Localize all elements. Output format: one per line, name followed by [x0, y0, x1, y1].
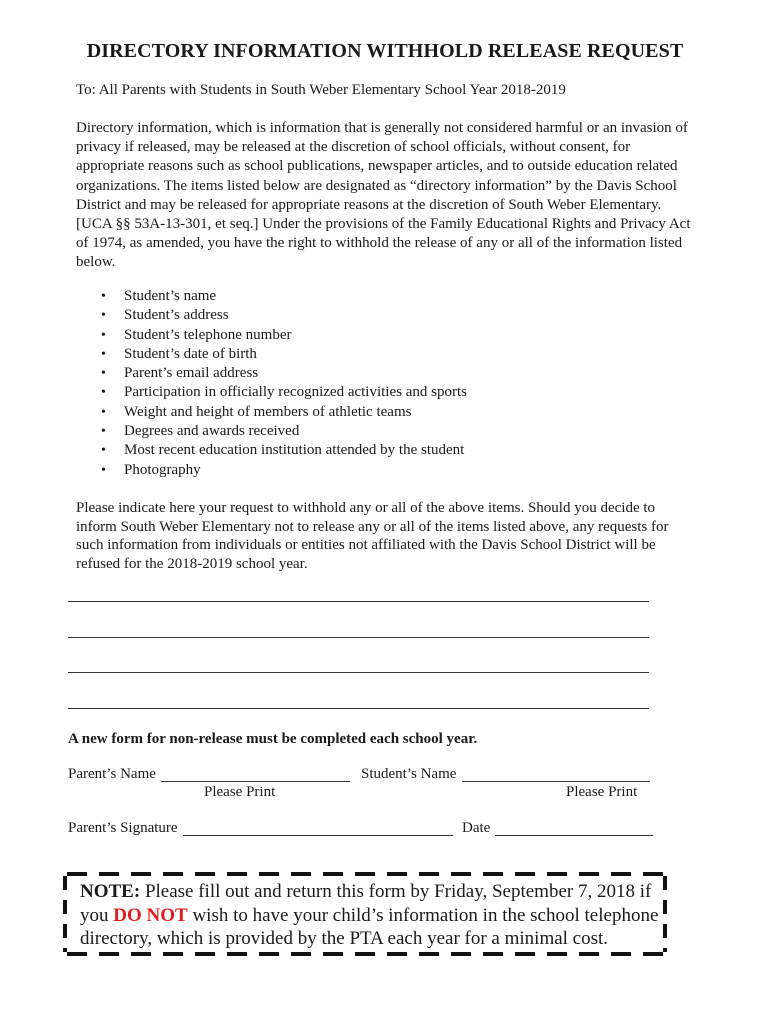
list-item: • Participation in officially recognized activities and sports	[76, 383, 467, 402]
new-form-notice: A new form for non-release must be completed each school year.	[68, 731, 478, 747]
note-label: NOTE:	[80, 881, 141, 902]
note-text	[80, 880, 664, 951]
student-please-print-hint: Please Print	[566, 784, 638, 800]
dashed-border-bottom	[67, 952, 663, 956]
parent-name-field[interactable]	[161, 781, 350, 782]
request-line-4[interactable]	[68, 708, 649, 709]
list-item: • Student’s address	[76, 306, 467, 325]
note-text-after: wish to have your child’s information in the school telephone directory, which is provided by the PTA each year for a minimal cost.	[80, 904, 659, 949]
document-title: DIRECTORY INFORMATION WITHHOLD RELEASE REQUEST	[86, 40, 684, 62]
student-name-label: Student’s Name	[361, 766, 457, 782]
parent-signature-label: Parent’s Signature	[68, 820, 178, 836]
student-name-field[interactable]	[462, 781, 650, 782]
date-label: Date	[462, 820, 491, 836]
date-field[interactable]	[495, 835, 653, 836]
parent-name-label: Parent’s Name	[68, 766, 156, 782]
list-item: • Parent’s email address	[76, 364, 467, 383]
request-line-2[interactable]	[68, 637, 649, 638]
dashed-border-top	[67, 872, 663, 876]
intro-paragraph: Directory information, which is information that is generally not considered harmful or an invasion of privacy if released, may be released at the discretion of school officials, without consent, for appropriate reasons such as school publications, newspaper articles, and to outside education related organizations. The items listed below are designated as “directory information” by the Davis School District and may be released for appropriate reasons at the discretion of South Weber Elementary. [UCA §§ 53A-13-301, et seq.] Under the provisions of the Family Educational Rights and Privacy Act of 1974, as amended, you have the right to withhold the release of any or all of the information listed below.	[76, 120, 691, 271]
addressee-line: To: All Parents with Students in South Weber Elementary School Year 2018-2019	[76, 82, 566, 98]
parent-signature-field[interactable]	[183, 835, 453, 836]
directory-items-list	[76, 287, 467, 480]
list-item: • Most recent education institution attended by the student	[76, 441, 467, 460]
list-item: • Student’s name	[76, 287, 467, 306]
dashed-border-left	[63, 876, 67, 952]
list-item: • Weight and height of members of athletic teams	[76, 403, 467, 422]
list-item: • Degrees and awards received	[76, 422, 467, 441]
request-line-3[interactable]	[68, 672, 649, 673]
note-text-before: Please fill out and return this form by Friday, September 7, 2018 if you	[80, 881, 652, 926]
list-item: • Student’s date of birth	[76, 345, 467, 364]
note-emphasis: DO NOT	[113, 904, 188, 926]
list-item: • Student’s telephone number	[76, 326, 467, 345]
note-box	[67, 872, 663, 956]
parent-please-print-hint: Please Print	[204, 784, 276, 800]
instructions-paragraph: Please indicate here your request to withhold any or all of the above items. Should you decide to inform South Weber Elementary not to release any or all of the items listed above, any requests for such information from individuals or entities not affiliated with the Davis School District will be refused for the 2018-2019 school year.	[76, 500, 669, 572]
request-line-1[interactable]	[68, 601, 649, 602]
list-item: • Photography	[76, 461, 467, 480]
